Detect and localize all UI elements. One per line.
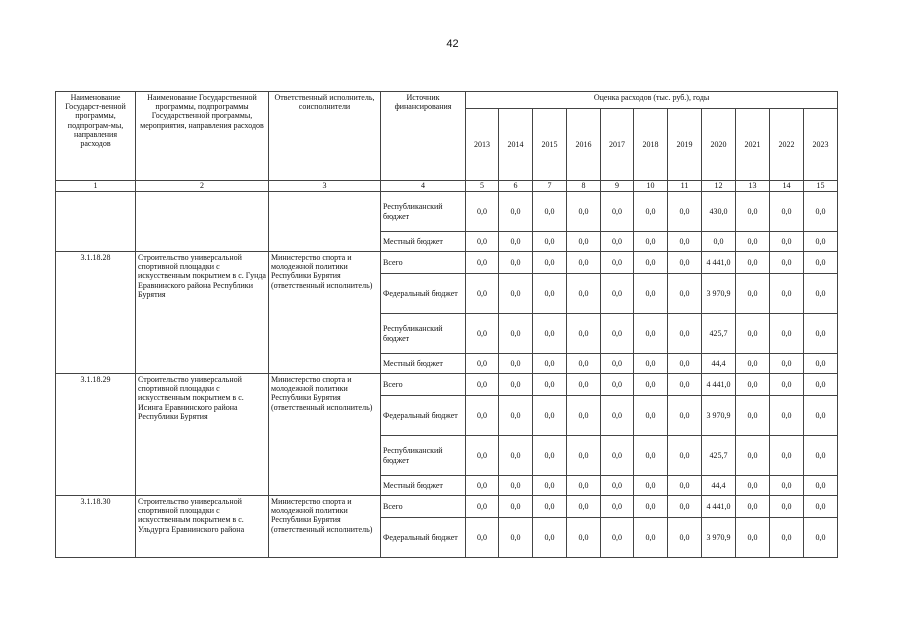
value-cell: 0,0 <box>668 192 702 232</box>
value-cell: 425,7 <box>702 314 736 354</box>
value-cell: 3 970,9 <box>702 518 736 558</box>
value-cell: 0,0 <box>533 518 567 558</box>
value-cell: 0,0 <box>804 496 838 518</box>
value-cell: 0,0 <box>533 374 567 396</box>
value-cell: 0,0 <box>499 232 533 252</box>
value-cell: 0,0 <box>466 374 499 396</box>
value-cell: 0,0 <box>567 518 601 558</box>
table-row <box>56 496 838 518</box>
value-cell: 0,0 <box>770 252 804 274</box>
value-cell: 0,0 <box>770 396 804 436</box>
value-cell: 0,0 <box>736 496 770 518</box>
value-cell: 0,0 <box>804 518 838 558</box>
value-cell: 0,0 <box>634 476 668 496</box>
value-cell: 0,0 <box>601 314 634 354</box>
name-cell: Строительство универсальной спортивной площадки с искусственным покрытием в с. Исинга Еравнинского района Республики Бурятия <box>136 374 269 496</box>
value-cell: 0,0 <box>634 396 668 436</box>
value-cell: 0,0 <box>567 192 601 232</box>
value-cell: 0,0 <box>736 314 770 354</box>
value-cell: 0,0 <box>533 274 567 314</box>
value-cell: 0,0 <box>567 476 601 496</box>
value-cell: 0,0 <box>499 252 533 274</box>
value-cell: 0,0 <box>601 496 634 518</box>
column-index: 10 <box>634 181 668 192</box>
value-cell: 0,0 <box>466 476 499 496</box>
value-cell: 0,0 <box>770 314 804 354</box>
value-cell: 0,0 <box>499 314 533 354</box>
value-cell: 0,0 <box>770 232 804 252</box>
column-index: 7 <box>533 181 567 192</box>
value-cell: 0,0 <box>533 436 567 476</box>
code-cell: 3.1.18.28 <box>56 252 136 374</box>
value-cell: 0,0 <box>601 374 634 396</box>
header-year: 2021 <box>736 109 770 181</box>
value-cell: 0,0 <box>499 374 533 396</box>
value-cell: 0,0 <box>770 374 804 396</box>
executor-cell: Министерство спорта и молодежной политики Республики Бурятия (ответственный исполнитель) <box>269 496 381 558</box>
value-cell: 0,0 <box>804 192 838 232</box>
value-cell: 0,0 <box>466 354 499 374</box>
value-cell: 0,0 <box>736 518 770 558</box>
source-cell: Республиканский бюджет <box>381 314 466 354</box>
value-cell: 0,0 <box>634 354 668 374</box>
column-index: 15 <box>804 181 838 192</box>
value-cell: 0,0 <box>601 518 634 558</box>
value-cell: 0,0 <box>634 436 668 476</box>
value-cell: 0,0 <box>736 232 770 252</box>
value-cell: 0,0 <box>533 192 567 232</box>
value-cell: 4 441,0 <box>702 374 736 396</box>
value-cell: 0,0 <box>634 496 668 518</box>
table-row <box>56 252 838 274</box>
value-cell: 0,0 <box>770 354 804 374</box>
value-cell: 4 441,0 <box>702 252 736 274</box>
value-cell: 0,0 <box>770 496 804 518</box>
table-row <box>56 374 838 396</box>
table-row <box>56 192 838 232</box>
value-cell: 44,4 <box>702 354 736 374</box>
value-cell: 0,0 <box>668 436 702 476</box>
value-cell: 0,0 <box>804 232 838 252</box>
value-cell: 0,0 <box>533 252 567 274</box>
value-cell: 0,0 <box>466 192 499 232</box>
value-cell: 0,0 <box>533 314 567 354</box>
value-cell: 0,0 <box>567 232 601 252</box>
value-cell: 0,0 <box>533 496 567 518</box>
value-cell: 0,0 <box>567 436 601 476</box>
expenditure-table <box>55 91 838 558</box>
source-cell: Всего <box>381 374 466 396</box>
value-cell: 0,0 <box>770 192 804 232</box>
code-cell: 3.1.18.29 <box>56 374 136 496</box>
column-index: 9 <box>601 181 634 192</box>
source-cell: Местный бюджет <box>381 476 466 496</box>
value-cell: 0,0 <box>736 354 770 374</box>
value-cell: 0,0 <box>634 252 668 274</box>
value-cell: 0,0 <box>466 314 499 354</box>
value-cell: 0,0 <box>634 518 668 558</box>
value-cell: 0,0 <box>567 314 601 354</box>
value-cell: 0,0 <box>466 436 499 476</box>
value-cell: 0,0 <box>736 436 770 476</box>
value-cell: 0,0 <box>668 232 702 252</box>
name-cell: Строительство универсальной спортивной площадки с искусственным покрытием в с. Ульдурга Еравнинского района <box>136 496 269 558</box>
value-cell: 0,0 <box>499 476 533 496</box>
source-cell: Местный бюджет <box>381 354 466 374</box>
value-cell: 0,0 <box>567 274 601 314</box>
source-cell: Республиканский бюджет <box>381 436 466 476</box>
value-cell: 0,0 <box>736 396 770 436</box>
value-cell: 0,0 <box>567 496 601 518</box>
source-cell: Всего <box>381 496 466 518</box>
value-cell: 0,0 <box>668 252 702 274</box>
executor-cell <box>269 192 381 252</box>
value-cell: 0,0 <box>466 518 499 558</box>
executor-cell: Министерство спорта и молодежной политики Республики Бурятия (ответственный исполнитель) <box>269 374 381 496</box>
value-cell: 0,0 <box>634 232 668 252</box>
value-cell: 0,0 <box>668 476 702 496</box>
source-cell: Федеральный бюджет <box>381 518 466 558</box>
value-cell: 430,0 <box>702 192 736 232</box>
header-year: 2016 <box>567 109 601 181</box>
header-estimate: Оценка расходов (тыс. руб.), годы <box>466 92 838 109</box>
value-cell: 0,0 <box>499 192 533 232</box>
value-cell: 0,0 <box>601 396 634 436</box>
value-cell: 0,0 <box>533 476 567 496</box>
value-cell: 0,0 <box>466 396 499 436</box>
value-cell: 0,0 <box>668 354 702 374</box>
value-cell: 0,0 <box>499 396 533 436</box>
value-cell: 0,0 <box>804 274 838 314</box>
value-cell: 0,0 <box>770 274 804 314</box>
value-cell: 0,0 <box>499 436 533 476</box>
code-cell <box>56 192 136 252</box>
value-cell: 0,0 <box>601 274 634 314</box>
value-cell: 0,0 <box>601 252 634 274</box>
value-cell: 0,0 <box>634 314 668 354</box>
executor-cell: Министерство спорта и молодежной политики Республики Бурятия (ответственный исполнитель) <box>269 252 381 374</box>
header-program-name: Наименование Государст-венной программы, подпрограм-мы, направления расходов <box>56 92 136 181</box>
value-cell: 0,0 <box>770 518 804 558</box>
value-cell: 4 441,0 <box>702 496 736 518</box>
value-cell: 0,0 <box>770 476 804 496</box>
value-cell: 0,0 <box>499 496 533 518</box>
value-cell: 0,0 <box>533 232 567 252</box>
source-cell: Федеральный бюджет <box>381 274 466 314</box>
value-cell: 0,0 <box>804 354 838 374</box>
value-cell: 0,0 <box>804 476 838 496</box>
value-cell: 0,0 <box>804 314 838 354</box>
value-cell: 0,0 <box>736 374 770 396</box>
column-index: 8 <box>567 181 601 192</box>
source-cell: Республиканский бюджет <box>381 192 466 232</box>
value-cell: 0,0 <box>634 192 668 232</box>
column-index: 1 <box>56 181 136 192</box>
source-cell: Всего <box>381 252 466 274</box>
value-cell: 0,0 <box>567 252 601 274</box>
source-cell: Федеральный бюджет <box>381 396 466 436</box>
name-cell: Строительство универсальной спортивной площадки с искусственным покрытием в с. Гунда Еравнинского района Республики Бурятия <box>136 252 269 374</box>
header-year: 2015 <box>533 109 567 181</box>
value-cell: 0,0 <box>668 396 702 436</box>
value-cell: 0,0 <box>601 354 634 374</box>
column-index: 12 <box>702 181 736 192</box>
value-cell: 0,0 <box>601 476 634 496</box>
value-cell: 0,0 <box>466 252 499 274</box>
column-index: 4 <box>381 181 466 192</box>
value-cell: 3 970,9 <box>702 396 736 436</box>
value-cell: 3 970,9 <box>702 274 736 314</box>
value-cell: 0,0 <box>702 232 736 252</box>
value-cell: 0,0 <box>668 374 702 396</box>
value-cell: 0,0 <box>499 274 533 314</box>
value-cell: 0,0 <box>567 374 601 396</box>
header-year: 2022 <box>770 109 804 181</box>
column-index: 5 <box>466 181 499 192</box>
value-cell: 0,0 <box>634 374 668 396</box>
value-cell: 0,0 <box>466 274 499 314</box>
header-year: 2017 <box>601 109 634 181</box>
value-cell: 425,7 <box>702 436 736 476</box>
value-cell: 0,0 <box>804 252 838 274</box>
value-cell: 0,0 <box>499 354 533 374</box>
column-index: 3 <box>269 181 381 192</box>
value-cell: 0,0 <box>668 518 702 558</box>
value-cell: 0,0 <box>770 436 804 476</box>
header-activity-name: Наименование Государственной программы, подпрограммы Государственной программы, мероприятия, направления расходов <box>136 92 269 181</box>
header-year: 2020 <box>702 109 736 181</box>
value-cell: 0,0 <box>804 374 838 396</box>
value-cell: 0,0 <box>466 496 499 518</box>
column-index: 6 <box>499 181 533 192</box>
value-cell: 0,0 <box>668 496 702 518</box>
header-source: Источник финансирования <box>381 92 466 181</box>
value-cell: 0,0 <box>736 274 770 314</box>
column-index: 11 <box>668 181 702 192</box>
header-year: 2013 <box>466 109 499 181</box>
value-cell: 0,0 <box>567 354 601 374</box>
value-cell: 0,0 <box>804 396 838 436</box>
value-cell: 0,0 <box>601 232 634 252</box>
column-index: 2 <box>136 181 269 192</box>
value-cell: 0,0 <box>736 252 770 274</box>
header-year: 2023 <box>804 109 838 181</box>
value-cell: 0,0 <box>499 518 533 558</box>
header-year: 2019 <box>668 109 702 181</box>
header-executor: Ответственный исполнитель, соисполнители <box>269 92 381 181</box>
page-number: 42 <box>446 38 459 50</box>
column-index: 14 <box>770 181 804 192</box>
value-cell: 0,0 <box>668 314 702 354</box>
value-cell: 0,0 <box>601 192 634 232</box>
header-year: 2014 <box>499 109 533 181</box>
code-cell: 3.1.18.30 <box>56 496 136 558</box>
value-cell: 0,0 <box>533 354 567 374</box>
value-cell: 0,0 <box>567 396 601 436</box>
value-cell: 0,0 <box>804 436 838 476</box>
header-year: 2018 <box>634 109 668 181</box>
value-cell: 0,0 <box>668 274 702 314</box>
value-cell: 0,0 <box>533 396 567 436</box>
value-cell: 0,0 <box>736 476 770 496</box>
value-cell: 0,0 <box>634 274 668 314</box>
source-cell: Местный бюджет <box>381 232 466 252</box>
name-cell <box>136 192 269 252</box>
value-cell: 0,0 <box>466 232 499 252</box>
value-cell: 44,4 <box>702 476 736 496</box>
value-cell: 0,0 <box>736 192 770 232</box>
value-cell: 0,0 <box>601 436 634 476</box>
column-index: 13 <box>736 181 770 192</box>
